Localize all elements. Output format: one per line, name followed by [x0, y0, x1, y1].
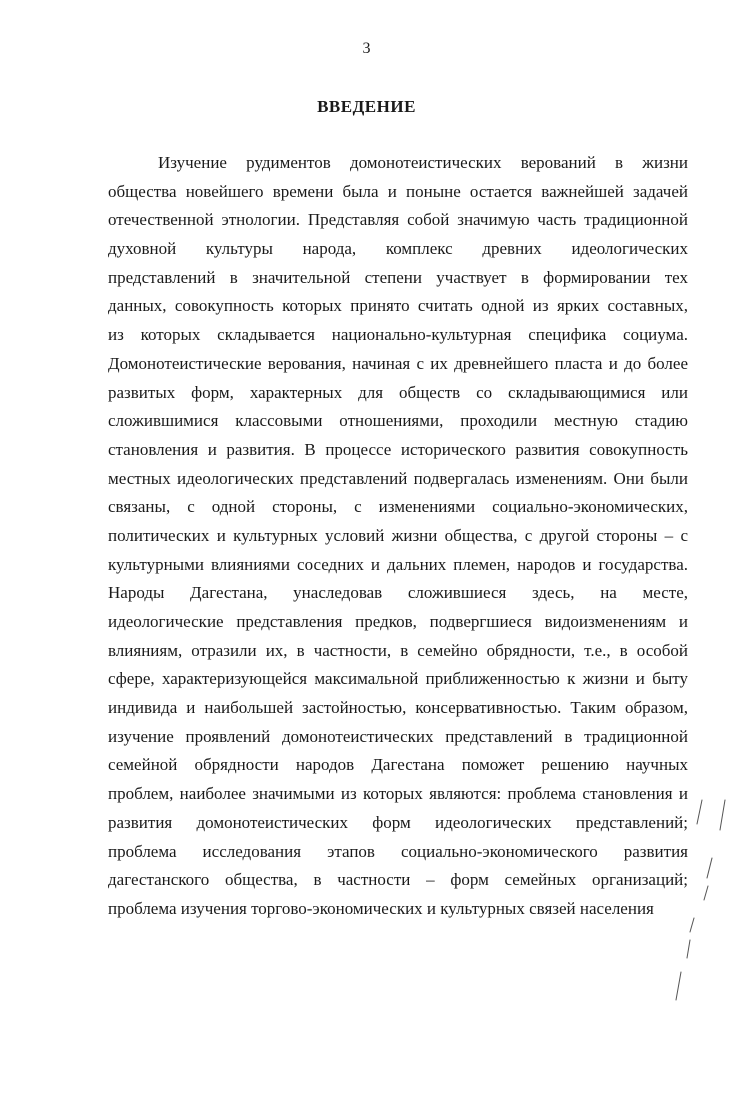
- margin-pencil-marks: [660, 790, 730, 1010]
- text-line: культурными влияниями соседних и дальних племен, народов и государства.: [108, 554, 688, 574]
- text-line: влияниям, отразили их, в частности, в семейно обрядности, т.е., в особой: [108, 640, 688, 660]
- text-line: местных идеологических представлений подвергалась изменениям. Они были: [108, 468, 688, 488]
- text-line: Изучение рудиментов домонотеистических верований в жизни: [158, 153, 688, 172]
- text-line: Домонотеистические верования, начиная с их древнейшего пласта и до более: [108, 353, 688, 373]
- body-text: [108, 149, 688, 924]
- text-line: связаны, с одной стороны, с изменениями социально-экономических,: [108, 497, 688, 517]
- text-line: сфере, характеризующейся максимальной приближенностью к жизни и быту: [108, 669, 688, 689]
- margin-mark: [690, 918, 694, 932]
- margin-mark: [707, 858, 712, 878]
- text-line: данных, совокупность которых принято считать одной из ярких составных,: [108, 296, 688, 316]
- text-line: дагестанского общества, в частности – форм семейных организаций;: [108, 870, 688, 890]
- margin-mark: [697, 800, 702, 824]
- text-line: развитых форм, характерных для обществ со складывающимися или: [108, 382, 688, 402]
- text-line: развития домонотеистических форм идеологических представлений;: [108, 812, 688, 832]
- text-line: политических и культурных условий жизни общества, с другой стороны – с: [108, 525, 688, 545]
- section-heading: ВВЕДЕНИЕ: [317, 97, 416, 116]
- text-line: семейной обрядности народов Дагестана поможет решению научных: [108, 755, 688, 775]
- text-line: идеологические представления предков, подвергшиеся видоизменениям и: [108, 612, 688, 631]
- text-line: проблема изучения торгово-экономических и культурных связей населения: [108, 898, 654, 918]
- text-line: представлений в значительной степени участвует в формировании тех: [108, 267, 688, 287]
- margin-mark: [687, 940, 690, 958]
- text-line: Народы Дагестана, унаследовав сложившиеся здесь, на месте,: [108, 583, 688, 603]
- text-line: отечественной этнологии. Представляя собой значимую часть традиционной: [108, 210, 688, 230]
- margin-mark: [720, 800, 725, 830]
- text-line: проблема исследования этапов социально-экономического развития: [108, 841, 688, 861]
- text-line: духовной культуры народа, комплекс древних идеологических: [108, 239, 688, 259]
- text-line: сложившимися классовыми отношениями, проходили местную стадию: [108, 411, 688, 431]
- text-line: становления и развития. В процессе исторического развития совокупность: [108, 439, 688, 459]
- text-line: изучение проявлений домонотеистических представлений в традиционной: [108, 726, 688, 746]
- margin-mark: [704, 886, 708, 900]
- page-number: 3: [362, 40, 371, 57]
- margin-mark: [676, 972, 681, 1000]
- text-line: общества новейшего времени была и поныне остается важнейшей задачей: [108, 181, 688, 201]
- text-line: из которых складывается национально-культурная специфика социума.: [108, 325, 688, 345]
- text-line: проблем, наиболее значимыми из которых являются: проблема становления и: [108, 784, 688, 804]
- text-line: индивида и наибольшей застойностью, консервативностью. Таким образом,: [108, 698, 688, 718]
